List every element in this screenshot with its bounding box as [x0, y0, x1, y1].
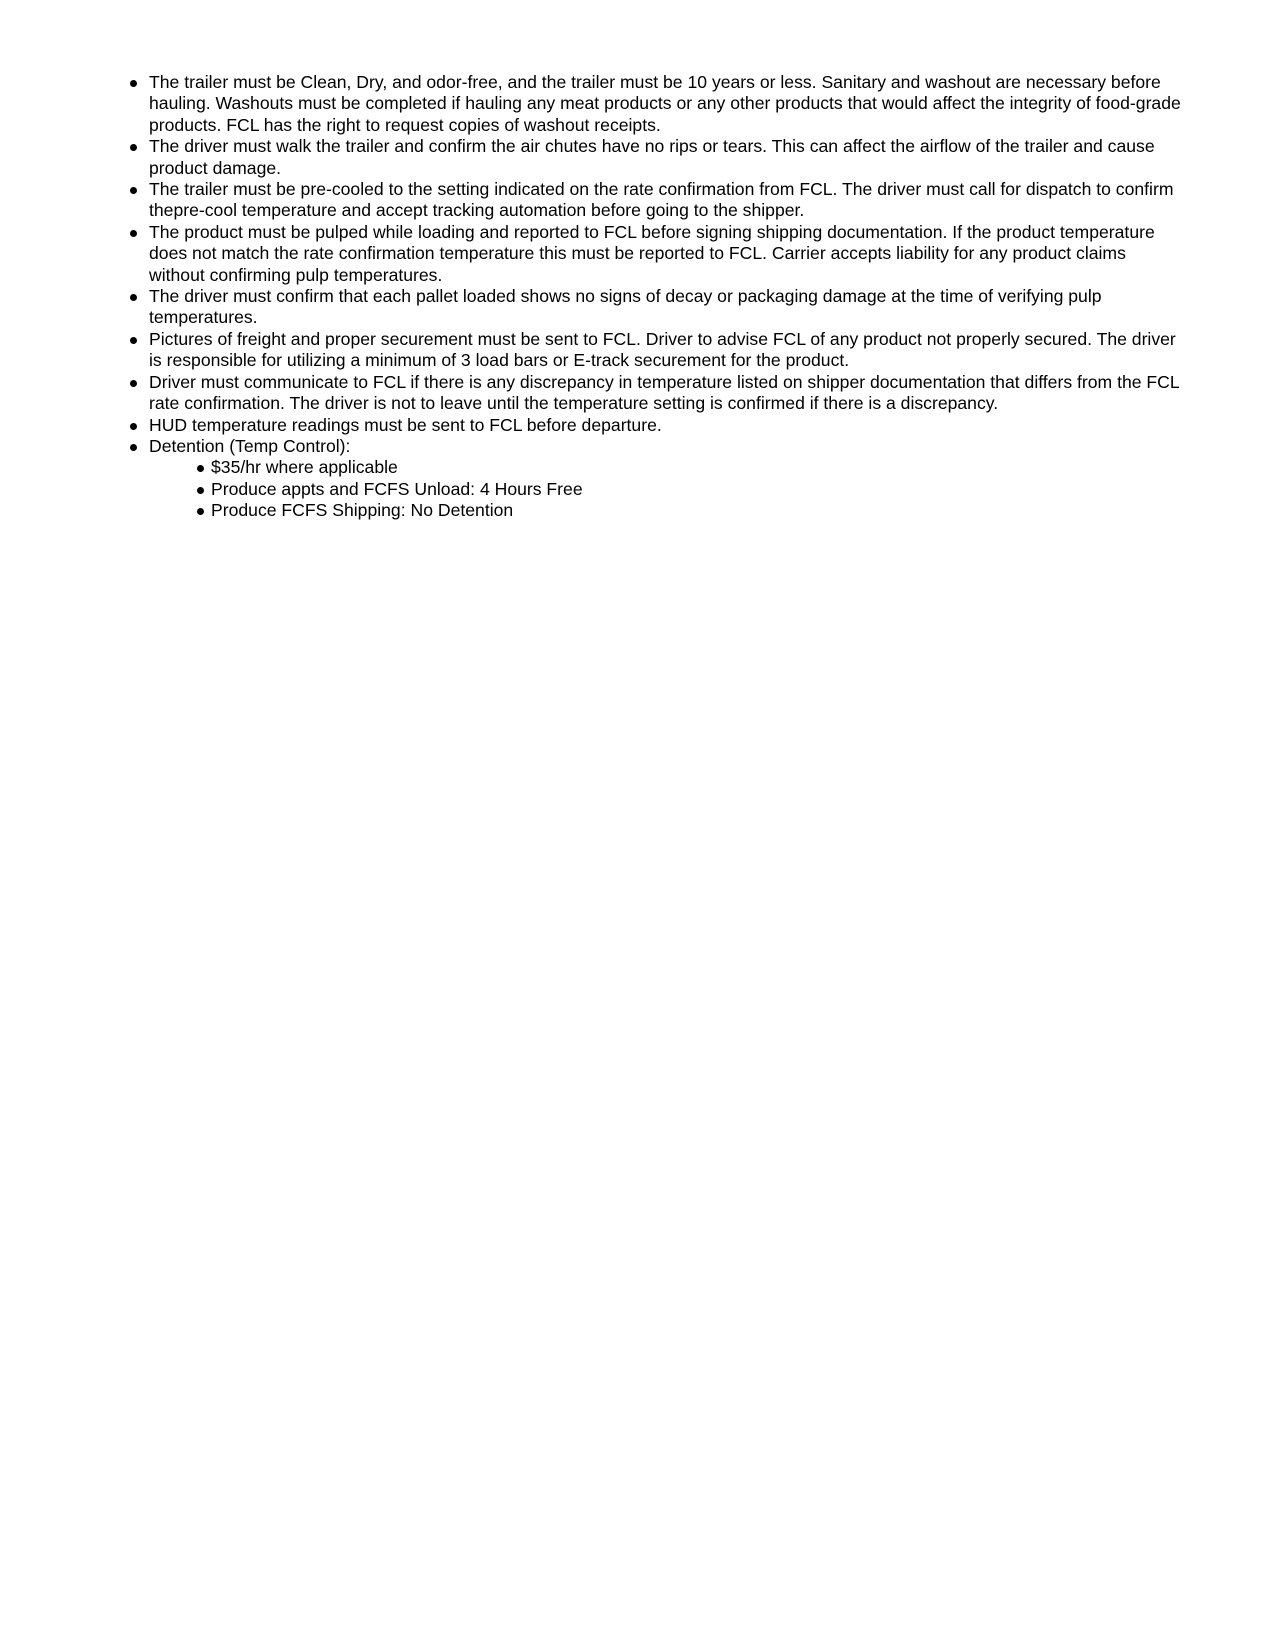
- list-item-text: The trailer must be Clean, Dry, and odor-free, and the trailer must be 10 years or less. Sanitary and washout are necessary before hauling. Washouts must be completed if hauling any meat products or any other products that would affect the integrity of food-grade products. FCL has the right to request copies of washout receipts.: [149, 72, 1181, 135]
- sublist-item: [211, 457, 1182, 478]
- list-item-detention: [127, 436, 1182, 522]
- bullet-icon: [197, 508, 204, 515]
- bullet-icon: [130, 337, 137, 344]
- list-item-text: Detention (Temp Control):: [149, 435, 351, 456]
- sublist-item-text: Produce FCFS Shipping: No Detention: [211, 500, 514, 521]
- list-item: [127, 286, 1182, 329]
- list-item-text: HUD temperature readings must be sent to FCL before departure.: [149, 414, 662, 435]
- bullet-icon: [130, 294, 137, 301]
- list-item: [127, 136, 1182, 179]
- list-item-text: The driver must confirm that each pallet loaded shows no signs of decay or packaging damage at the time of verifying pulp temperatures.: [149, 286, 1102, 328]
- bullet-icon: [130, 230, 137, 237]
- sublist-item-text: $35/hr where applicable: [211, 457, 398, 478]
- bullet-icon: [130, 144, 137, 151]
- bullet-icon: [130, 423, 137, 430]
- bullet-icon: [130, 80, 137, 87]
- requirements-list: [127, 72, 1182, 522]
- sublist-item-text: Produce appts and FCFS Unload: 4 Hours Free: [211, 478, 583, 499]
- list-item: [127, 329, 1182, 372]
- bullet-icon: [130, 380, 137, 387]
- sublist-item: [211, 479, 1182, 500]
- list-item-text: The trailer must be pre-cooled to the setting indicated on the rate confirmation from FCL. The driver must call for dispatch to confirm thepre-cool temperature and accept tracking automation before going to the shipper.: [149, 179, 1174, 221]
- list-item-text: Pictures of freight and proper securement must be sent to FCL. Driver to advise FCL of any product not properly secured. The driver is responsible for utilizing a minimum of 3 load bars or E-track securement for the product.: [149, 328, 1176, 371]
- detention-sublist: [149, 457, 1182, 521]
- bullet-icon: [197, 487, 204, 494]
- list-item-text: The driver must walk the trailer and confirm the air chutes have no rips or tears. This can affect the airflow of the trailer and cause product damage.: [149, 136, 1155, 178]
- list-item: [127, 222, 1182, 286]
- list-item-text: The product must be pulped while loading and reported to FCL before signing shipping documentation. If the product temperature does not match the rate confirmation temperature this must be reported to FCL. Carrier accepts liability for any product claims without confirming pulp temperatures.: [149, 221, 1155, 285]
- list-item: [127, 372, 1182, 415]
- sublist-item: [211, 500, 1182, 521]
- list-item: [127, 415, 1182, 436]
- bullet-icon: [130, 187, 137, 194]
- list-item: [127, 179, 1182, 222]
- bullet-icon: [197, 465, 204, 472]
- bullet-icon: [130, 444, 137, 451]
- list-item: [127, 72, 1182, 136]
- list-item-text: Driver must communicate to FCL if there is any discrepancy in temperature listed on shipper documentation that differs from the FCL rate confirmation. The driver is not to leave until the temperature setting is confirmed if there is a discrepancy.: [149, 371, 1180, 414]
